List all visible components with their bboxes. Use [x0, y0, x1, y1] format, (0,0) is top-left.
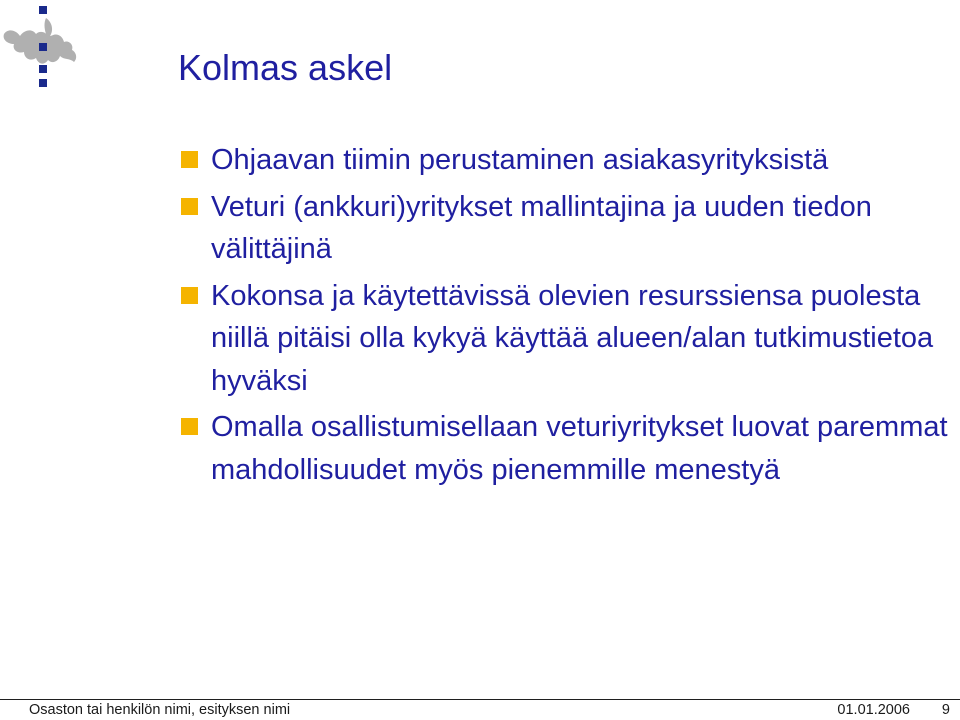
slide-footer — [0, 699, 960, 720]
square-bullet-icon — [181, 198, 198, 215]
square-bullet-icon — [181, 418, 198, 435]
bullet-list — [178, 139, 948, 495]
bullet-item — [178, 275, 948, 403]
footer-date: 01.01.2006 — [837, 702, 910, 718]
bullet-text: Omalla osallistumisellaan veturiyritykset luovat paremmat mahdollisuudet myös pienemmille menestyä — [211, 411, 948, 486]
university-flame-logo-icon — [0, 0, 92, 92]
bullet-text: Kokonsa ja käytettävissä olevien resurssiensa puolesta niillä pitäisi olla kykyä käyttää alueen/alan tutkimustietoa hyväksi — [211, 279, 934, 397]
slide-title: Kolmas askel — [178, 47, 393, 88]
bullet-text: Ohjaavan tiimin perustaminen asiakasyrityksistä — [211, 144, 829, 176]
footer-presentation-name: Osaston tai henkilön nimi, esityksen nimi — [29, 702, 291, 718]
square-bullet-icon — [181, 151, 198, 168]
footer-page-number: 9 — [941, 702, 950, 718]
square-bullet-icon — [181, 287, 198, 304]
bullet-text: Veturi (ankkuri)yritykset mallintajina ja uuden tiedon välittäjinä — [211, 190, 872, 265]
bullet-item — [178, 139, 948, 182]
bullet-item — [178, 406, 948, 491]
bullet-item — [178, 186, 948, 271]
